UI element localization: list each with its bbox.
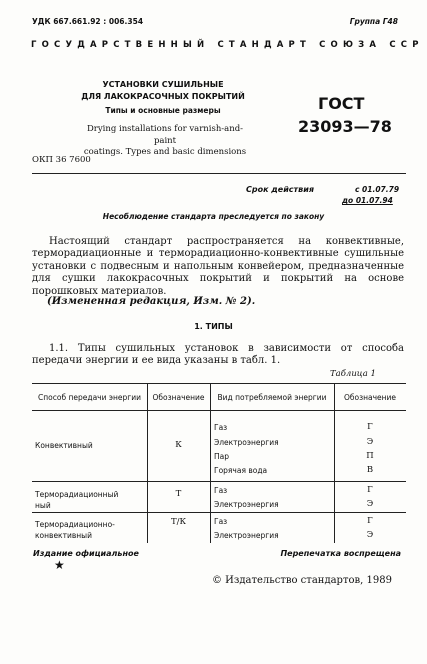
table-energy-name: Газ bbox=[214, 423, 228, 432]
table-col-rule-2 bbox=[210, 383, 211, 543]
noncompliance-notice: Несоблюдение стандарта преследуется по закону bbox=[102, 212, 325, 221]
validity-to: до 01.07.94 bbox=[342, 196, 393, 205]
clause-1-1: 1.1. Типы сушильных установок в зависимости от способа передачи энергии и ее вида указаны в табл. 1. bbox=[32, 343, 404, 367]
table-method-line1: Терморадиационный bbox=[35, 490, 119, 499]
table-group1-rule bbox=[32, 481, 406, 482]
document-title-en bbox=[80, 124, 250, 159]
table-energy-code: Э bbox=[366, 530, 374, 540]
table-method-code-thermoradiation: Т bbox=[175, 489, 182, 499]
document-subtitle: Типы и основные размеры bbox=[105, 106, 221, 115]
udk-code: УДК 667.661.92 : 006.354 bbox=[32, 17, 144, 26]
title-en-line2: coatings. Types and basic dimensions bbox=[83, 147, 247, 157]
state-standard-heading: ГОСУДАРСТВЕННЫЙ СТАНДАРТ СОЮЗА ССР bbox=[31, 40, 424, 50]
table-header-energy-code: Обозначение bbox=[343, 393, 397, 402]
energy-types-table bbox=[32, 383, 406, 543]
table-energy-code: Г bbox=[367, 516, 373, 526]
title-ru-line2: ДЛЯ ЛАКОКРАСОЧНЫХ ПОКРЫТИЙ bbox=[81, 92, 245, 101]
star-icon: ★ bbox=[54, 558, 65, 572]
table-energy-name: Электроэнергия bbox=[214, 500, 279, 509]
table-energy-name: Газ bbox=[214, 517, 228, 526]
table-energy-code: Г bbox=[367, 422, 373, 432]
reprint-prohibited-label: Перепечатка воспрещена bbox=[280, 549, 401, 558]
okp-code: ОКП 36 7600 bbox=[32, 155, 91, 165]
title-ru-line1: УСТАНОВКИ СУШИЛЬНЫЕ bbox=[102, 80, 224, 89]
table-header-method: Способ передачи энергии bbox=[38, 393, 141, 402]
table-energy-code: Э bbox=[366, 499, 374, 509]
table-method-convective: Конвективный bbox=[35, 441, 93, 450]
validity-from: с 01.07.79 bbox=[355, 185, 400, 194]
table-method-code-thermoradiation-convective: Т/К bbox=[170, 517, 187, 527]
table-energy-name: Пар bbox=[214, 452, 229, 461]
table-header-method-code: Обозначение bbox=[152, 393, 205, 402]
section-title: 1. ТИПЫ bbox=[194, 322, 233, 331]
group-code: Группа Г48 bbox=[349, 17, 398, 26]
table-energy-code: П bbox=[366, 451, 374, 461]
table-method-line2: ный bbox=[35, 501, 51, 510]
table-label: Таблица 1 bbox=[330, 369, 376, 379]
validity-label: Срок действия bbox=[246, 185, 314, 194]
table-method-thermoradiation bbox=[35, 489, 118, 511]
table-method-line1: Терморадиационно- bbox=[35, 520, 115, 529]
table-method-line2: конвективный bbox=[35, 531, 92, 540]
table-energy-name: Газ bbox=[214, 486, 228, 495]
table-header-energy: Вид потребляемой энергии bbox=[217, 393, 327, 402]
document-title-ru bbox=[78, 79, 248, 103]
header-divider bbox=[32, 173, 406, 174]
intro-amendment-note: (Измененная редакция, Изм. № 2). bbox=[47, 296, 256, 307]
table-header-rule bbox=[32, 410, 406, 411]
table-top-rule bbox=[32, 383, 406, 384]
gost-number: 23093—78 bbox=[298, 117, 392, 136]
table-group2-rule bbox=[32, 512, 406, 513]
table-energy-code: Г bbox=[367, 485, 373, 495]
title-en-line1: Drying installations for varnish-and-paint bbox=[86, 124, 244, 146]
gost-label: ГОСТ bbox=[318, 94, 365, 113]
table-energy-name: Электроэнергия bbox=[214, 531, 279, 540]
table-method-thermoradiation-convective bbox=[35, 519, 115, 541]
table-energy-code: Э bbox=[366, 437, 374, 447]
intro-paragraph: Настоящий стандарт распространяется на конвективные, терморадиационные и терморадиационно-конвективные сушильные установки с подвесным и напольным конвейером, предназначенные для сушки лакокрасочных покрытий и покрытий на основе порошковых материалов. bbox=[32, 236, 404, 297]
table-energy-name: Горячая вода bbox=[214, 466, 268, 475]
copyright-notice: © Издательство стандартов, 1989 bbox=[212, 575, 392, 586]
table-energy-code: В bbox=[366, 465, 374, 475]
table-energy-name: Электроэнергия bbox=[214, 438, 279, 447]
table-method-code-convective: К bbox=[175, 440, 182, 450]
official-edition-label: Издание официальное bbox=[33, 549, 139, 558]
